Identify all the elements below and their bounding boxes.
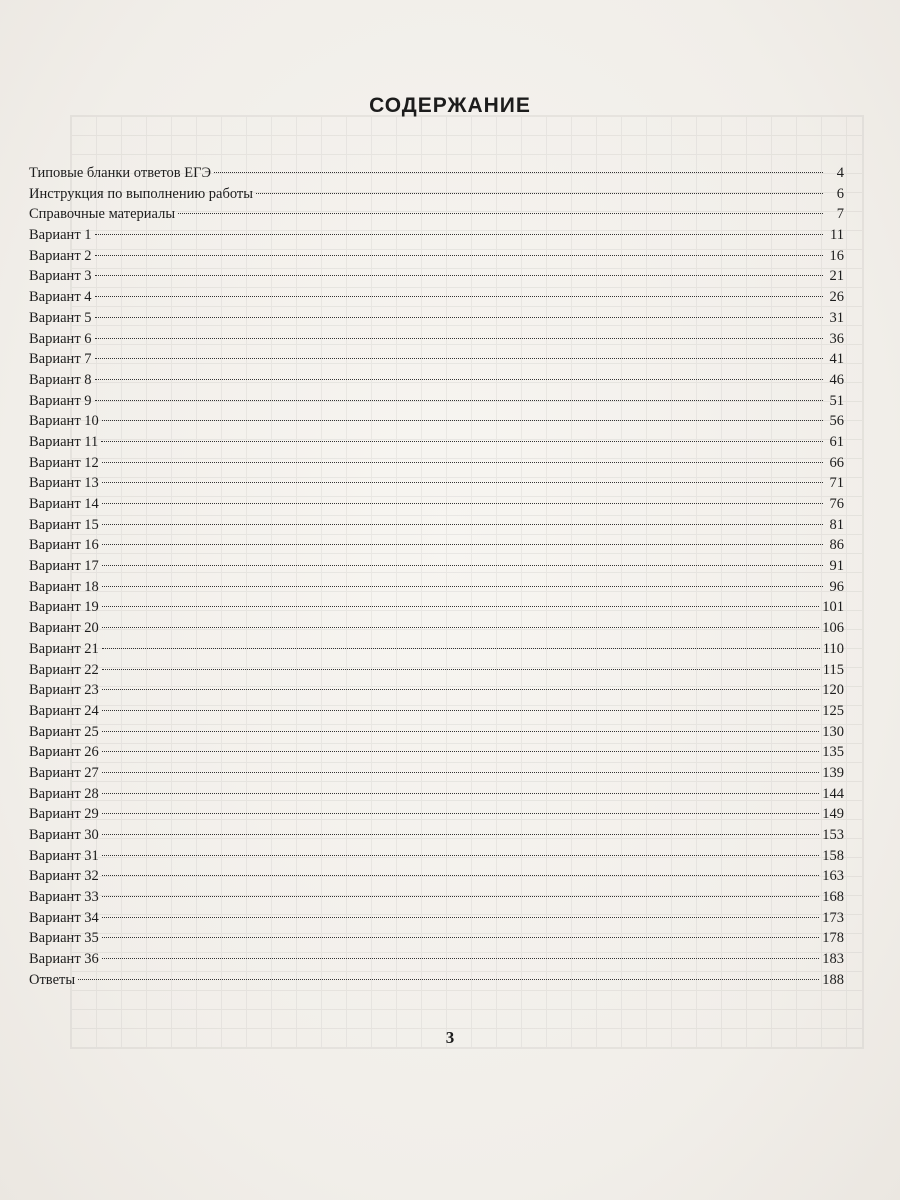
toc-entry: [29, 329, 844, 350]
toc-entry-label: Вариант 1: [29, 227, 92, 244]
toc-entry: [29, 473, 844, 494]
toc-entry-label: Вариант 4: [29, 289, 92, 306]
toc-entry-label: Вариант 22: [29, 661, 99, 678]
toc-entry-page: 130: [822, 723, 844, 740]
dot-leader: [102, 689, 819, 690]
toc-entry: [29, 701, 844, 722]
toc-entry-label: Вариант 13: [29, 475, 99, 492]
toc-entry: [29, 680, 844, 701]
toc-entry-label: Вариант 5: [29, 309, 92, 326]
toc-entry: [29, 660, 844, 681]
dot-leader: [102, 875, 819, 876]
toc-entry-page: 21: [829, 268, 844, 285]
toc-entry: [29, 535, 844, 556]
toc-entry: [29, 784, 844, 805]
table-of-contents: [29, 163, 844, 991]
toc-entry: [29, 453, 844, 474]
toc-entry-label: Вариант 11: [29, 433, 99, 450]
toc-entry-page: 96: [829, 578, 844, 595]
toc-entry-page: 139: [822, 764, 844, 781]
dot-leader: [214, 172, 823, 173]
toc-entry-label: Вариант 35: [29, 930, 99, 947]
dot-leader: [102, 751, 819, 752]
toc-entry-label: Вариант 36: [29, 951, 99, 968]
toc-entry-label: Вариант 20: [29, 620, 99, 637]
toc-entry-label: Вариант 16: [29, 537, 99, 554]
dot-leader: [102, 627, 819, 628]
toc-entry-page: 11: [830, 227, 844, 244]
dot-leader: [102, 586, 823, 587]
dot-leader: [102, 544, 823, 545]
dot-leader: [102, 896, 819, 897]
dot-leader: [95, 296, 823, 297]
toc-entry-page: 163: [822, 868, 844, 885]
toc-entry-label: Вариант 10: [29, 413, 99, 430]
dot-leader: [102, 524, 823, 525]
toc-entry-page: 26: [829, 289, 844, 306]
toc-entry: [29, 225, 844, 246]
toc-entry-label: Вариант 24: [29, 702, 99, 719]
page-number: 3: [445, 1028, 455, 1047]
dot-leader: [102, 482, 823, 483]
dot-leader: [102, 731, 819, 732]
toc-entry: [29, 846, 844, 867]
dot-leader: [102, 648, 820, 649]
toc-entry-label: Вариант 8: [29, 371, 92, 388]
toc-entry-label: Вариант 15: [29, 516, 99, 533]
toc-entry-label: Вариант 28: [29, 785, 99, 802]
toc-entry: [29, 970, 844, 991]
toc-entry-label: Вариант 3: [29, 268, 92, 285]
toc-entry-label: Вариант 26: [29, 744, 99, 761]
toc-entry-label: Вариант 33: [29, 889, 99, 906]
toc-entry-label: Вариант 17: [29, 558, 99, 575]
toc-entry-page: 61: [829, 433, 844, 450]
toc-entry-page: 36: [829, 330, 844, 347]
page-title: СОДЕРЖАНИЕ: [369, 94, 531, 117]
dot-leader: [102, 565, 823, 566]
toc-entry-page: 46: [829, 371, 844, 388]
toc-entry-page: 56: [829, 413, 844, 430]
toc-entry-label: Вариант 7: [29, 351, 92, 368]
dot-leader: [102, 772, 819, 773]
toc-entry-page: 66: [829, 454, 844, 471]
toc-entry-page: 31: [829, 309, 844, 326]
toc-entry-page: 110: [822, 640, 844, 657]
dot-leader: [102, 606, 819, 607]
toc-entry: [29, 763, 844, 784]
toc-entry-label: Ответы: [29, 971, 76, 988]
dot-leader: [102, 793, 819, 794]
toc-entry-label: Вариант 25: [29, 723, 99, 740]
toc-entry-label: Вариант 32: [29, 868, 99, 885]
toc-entry: [29, 866, 844, 887]
toc-entry: [29, 577, 844, 598]
toc-entry-label: Вариант 29: [29, 806, 99, 823]
toc-entry-label: Вариант 2: [29, 247, 92, 264]
toc-entry-page: 101: [822, 599, 844, 616]
toc-entry-page: 168: [822, 889, 844, 906]
dot-leader: [102, 710, 819, 711]
toc-entry-page: 4: [836, 165, 844, 181]
toc-entry: [29, 163, 844, 184]
toc-entry-label: Вариант 14: [29, 496, 99, 512]
toc-entry: [29, 597, 844, 618]
dot-leader: [95, 275, 823, 276]
toc-entry-page: 144: [822, 785, 844, 802]
dot-leader: [102, 834, 819, 835]
toc-entry: [29, 804, 844, 825]
dot-leader: [102, 958, 819, 959]
toc-entry-page: 6: [836, 185, 844, 202]
toc-entry-page: 76: [829, 496, 844, 512]
dot-leader: [102, 669, 820, 670]
dot-leader: [102, 420, 823, 421]
toc-entry: [29, 949, 844, 970]
toc-entry: [29, 722, 844, 743]
toc-entry: [29, 742, 844, 763]
toc-entry: [29, 928, 844, 949]
toc-entry-label: Вариант 12: [29, 454, 99, 471]
toc-entry: [29, 887, 844, 908]
toc-entry-page: 81: [829, 516, 844, 533]
toc-entry-page: 7: [836, 206, 844, 223]
toc-entry-label: Инструкция по выполнению работы: [29, 185, 253, 202]
toc-entry: [29, 391, 844, 412]
dot-leader: [178, 213, 823, 214]
toc-entry-page: 188: [822, 971, 844, 988]
dot-leader: [95, 255, 823, 256]
dot-leader: [256, 193, 823, 194]
dot-leader: [95, 338, 823, 339]
toc-entry: [29, 908, 844, 929]
toc-entry-page: 115: [822, 661, 844, 678]
toc-entry-label: Вариант 18: [29, 578, 99, 595]
dot-leader: [95, 358, 823, 359]
toc-entry: [29, 204, 844, 225]
toc-entry: [29, 825, 844, 846]
toc-entry: [29, 246, 844, 267]
toc-entry: [29, 515, 844, 536]
toc-entry-page: 120: [822, 682, 844, 699]
toc-entry-label: Вариант 6: [29, 330, 92, 347]
toc-entry-page: 71: [829, 475, 844, 492]
dot-leader: [102, 937, 819, 938]
dot-leader: [95, 234, 823, 235]
toc-entry-page: 158: [822, 847, 844, 864]
toc-entry: [29, 618, 844, 639]
dot-leader: [95, 379, 823, 380]
toc-entry-label: Вариант 34: [29, 909, 99, 926]
toc-entry-label: Справочные материалы: [29, 206, 176, 223]
dot-leader: [102, 917, 819, 918]
toc-entry-label: Вариант 31: [29, 847, 99, 864]
toc-entry: [29, 349, 844, 370]
toc-entry-label: Вариант 23: [29, 682, 99, 699]
toc-entry-page: 91: [829, 558, 844, 575]
toc-entry-page: 86: [829, 537, 844, 554]
dot-leader: [102, 813, 819, 814]
toc-entry-page: 51: [829, 392, 844, 409]
toc-entry: [29, 266, 844, 287]
dot-leader: [102, 503, 823, 504]
toc-entry-page: 41: [829, 351, 844, 368]
toc-entry-page: 178: [822, 930, 844, 947]
toc-entry: [29, 287, 844, 308]
toc-entry: [29, 184, 844, 205]
toc-entry: [29, 411, 844, 432]
toc-entry: [29, 639, 844, 660]
dot-leader: [78, 979, 819, 980]
dot-leader: [95, 317, 823, 318]
toc-entry-label: Типовые бланки ответов ЕГЭ: [29, 165, 212, 181]
toc-entry: [29, 494, 844, 515]
toc-entry: [29, 556, 844, 577]
toc-entry-page: 16: [829, 247, 844, 264]
toc-entry: [29, 432, 844, 453]
toc-entry-label: Вариант 19: [29, 599, 99, 616]
toc-entry: [29, 308, 844, 329]
toc-entry-page: 106: [822, 620, 844, 637]
toc-entry-page: 153: [822, 827, 844, 843]
dot-leader: [102, 855, 819, 856]
toc-entry-label: Вариант 27: [29, 764, 99, 781]
toc-entry-page: 173: [822, 909, 844, 926]
dot-leader: [102, 462, 823, 463]
toc-entry-label: Вариант 21: [29, 640, 99, 657]
toc-entry: [29, 370, 844, 391]
toc-entry-page: 183: [822, 951, 844, 968]
dot-leader: [101, 441, 823, 442]
toc-entry-page: 149: [822, 806, 844, 823]
toc-entry-page: 125: [822, 702, 844, 719]
toc-entry-page: 135: [822, 744, 844, 761]
toc-entry-label: Вариант 30: [29, 827, 99, 843]
toc-entry-label: Вариант 9: [29, 392, 92, 409]
dot-leader: [95, 400, 823, 401]
